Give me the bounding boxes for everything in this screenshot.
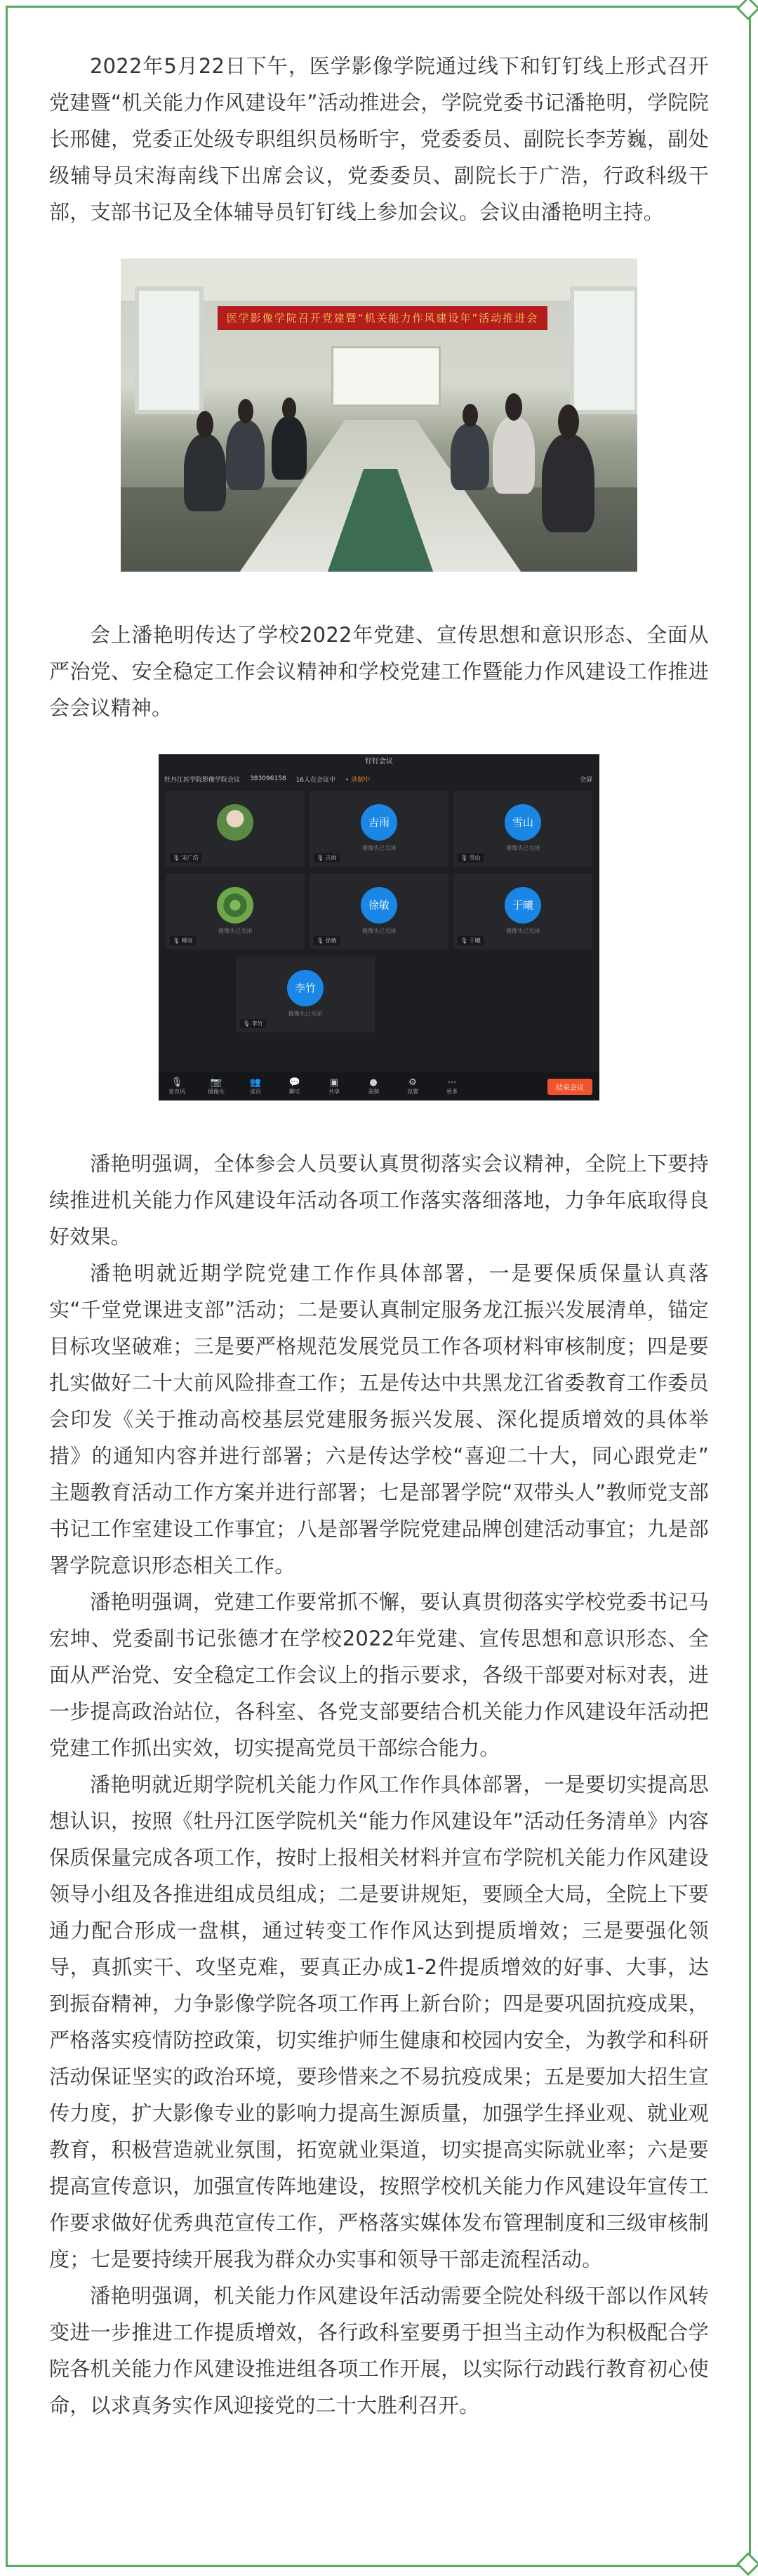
meeting-control <box>321 1077 347 1096</box>
participant-tile <box>236 957 375 1032</box>
meeting-control <box>439 1077 465 1096</box>
meeting-control <box>164 1077 190 1096</box>
article-body <box>49 48 709 2424</box>
paragraph-style-deployment: 潘艳明就近期学院机关能力作风工作作具体部署，一是要切实提高思想认识，按照《牡丹江医学院机关“能力作风建设年”活动任务清单》内容保质保量完成各项工作，按时上报相关材料并宣布学院机关能力作风建设领导小组及各推进组成员组成；二是要讲规矩，要顾全大局，全院上下要通力配合形成一盘棋，通过转变工作作风达到提质增效；三是要强化领导，真抓实干、攻坚克难，要真正办成1-2件提质增效的好事、大事，达到振奋精神，力争影像学院各项工作再上新台阶；四是要巩固抗疫成果，严格落实疫情防控政策，切实维护师生健康和校园内安全，为教学和科研活动保证坚实的政治环境，要珍惜来之不易抗疫成果；五是要加大招生宣传力度，扩大影像专业的影响力提高生源质量，加强学生择业观、就业观教育，积极营造就业氛围，拓宽就业渠道，切实提高实际就业率；六是要提高宣传意识，加强宣传阵地建设，按照学校机关能力作风建设年宣传工作要求做好优秀典范宣传工作，严格落实媒体发布管理制度和三级审核制度；七是要持续开展我为群众办实事和领导干部走流程活动。 <box>49 1773 709 2271</box>
camera-off-label: 摄像头已关闭 <box>506 844 540 851</box>
control-icon: 👥 <box>249 1077 262 1088</box>
recording-indicator: • 录制中 <box>345 776 371 784</box>
control-icon: 🎙 <box>171 1077 183 1088</box>
camera-off-label: 摄像头已关闭 <box>218 927 252 934</box>
meeting-id: 383096158 <box>250 775 286 782</box>
participant-name: 🎙 宋广浩 <box>170 853 201 862</box>
paragraph-emphasis-1: 潘艳明强调，全体参会人员要认真贯彻落实会议精神，全院上下要持续推进机关能力作风建设年活动各项工作落实落细落地，力争年底取得良好效果。 <box>49 1152 709 1249</box>
control-icon: ▣ <box>329 1077 339 1088</box>
participant-name: 🎙 李竹 <box>240 1019 266 1028</box>
camera-off-label: 摄像头已关闭 <box>362 927 396 934</box>
control-label: 摄像头 <box>208 1089 225 1095</box>
participant-name: 🎙 徐敏 <box>314 936 340 945</box>
participant-grid <box>159 791 599 1063</box>
control-label: 麦克风 <box>168 1089 185 1095</box>
paragraph-conclusion: 潘艳明强调，机关能力作风建设年活动需要全院处科级干部以作风转变进一步推进工作提质增效，各行政科室要勇于担当主动作为积极配合学院各机关能力作风建设推进组各项工作开展，以实际行动践行教育初心使命，以求真务实作风迎接党的二十大胜利召开。 <box>49 2284 709 2417</box>
meeting-control <box>400 1077 425 1096</box>
participant-name: 🎙 吉雨 <box>314 853 340 862</box>
meeting-control <box>282 1077 307 1096</box>
participant-avatar: 徐敏 <box>361 887 397 924</box>
participant-tile <box>453 874 592 949</box>
participant-tile <box>453 791 592 867</box>
control-label: 聊天 <box>289 1089 300 1095</box>
fullscreen-button: 全屏 <box>579 776 592 784</box>
photo-banner: 医学影像学院召开党建暨“机关能力作风建设年”活动推进会 <box>218 306 547 330</box>
participants-count: 16人在会议中 <box>295 776 336 784</box>
camera-off-label: 摄像头已关闭 <box>506 927 540 934</box>
meeting-room-photo <box>121 258 637 572</box>
paragraph-transmission: 会上潘艳明传达了学校2022年党建、宣传思想和意识形态、全面从严治党、安全稳定工作会议精神和学校党建工作暨能力作风建设工作推进会会议精神。 <box>49 623 709 720</box>
control-label: 更多 <box>446 1089 458 1095</box>
meeting-control <box>243 1077 268 1096</box>
video-meeting-infobar <box>159 771 599 787</box>
participant-tile <box>166 791 305 867</box>
paragraph-emphasis-2: 潘艳明强调，党建工作要常抓不懈，要认真贯彻落实学校党委书记马宏坤、党委副书记张德才在学校2022年党建、宣传思想和意识形态、全面从严治党、安全稳定工作会议上的指示要求，各级干部要对标对表，进一步提高政治站位，各科室、各党支部要结合机关能力作风建设年活动把党建工作抓出实效，切实提高党员干部综合能力。 <box>49 1590 709 1760</box>
paragraph-intro: 2022年5月22日下午，医学影像学院通过线下和钉钉线上形式召开党建暨“机关能力作风建设年”活动推进会，学院党委书记潘艳明，学院院长邢健，党委正处级专职组织员杨昕宇，党委委员、副院长李芳巍，副处级辅导员宋海南线下出席会议，党委委员、副院长于广浩，行政科级干部，支部书记及全体辅导员钉钉线上参加会议。会议由潘艳明主持。 <box>49 54 709 224</box>
control-icon: ● <box>369 1077 378 1088</box>
participant-name: 🎙 雪山 <box>458 853 484 862</box>
participant-avatar: 于曦 <box>505 887 541 924</box>
frame-corner-ornament <box>736 0 758 20</box>
video-meeting-title: 钉钉会议 <box>365 758 393 765</box>
paragraph-party-deployment: 潘艳明就近期学院党建工作作具体部署，一是要保质保量认真落实“千堂党课进支部”活动；二是要认真制定服务龙江振兴发展清单，锚定目标攻坚破难；三是要严格规范发展党员工作各项材料审核制度；四是要扎实做好二十大前风险排查工作；五是传达中共黑龙江省委教育工作委员会印发《关于推动高校基层党建服务振兴发展、深化提质增效的具体举措》的通知内容并进行部署；六是传达学校“喜迎二十大，同心跟党走” 主题教育活动工作方案并进行部署；七是部署学院“双带头人”教师党支部书记工作室建设工作事宜；八是部署学院党建品牌创建活动事宜；九是部署学院意识形态相关工作。 <box>49 1261 709 1577</box>
participant-avatar: 吉雨 <box>361 804 397 841</box>
end-meeting-button: 结束会议 <box>547 1079 592 1095</box>
participant-avatar <box>217 804 253 841</box>
meeting-control <box>204 1077 229 1096</box>
camera-off-label: 摄像头已关闭 <box>288 1010 322 1017</box>
control-label: 成员 <box>250 1089 261 1095</box>
control-icon: 💬 <box>288 1077 301 1088</box>
control-label: 录制 <box>368 1089 379 1095</box>
meeting-controls <box>159 1072 599 1100</box>
participant-tile <box>310 874 448 949</box>
participant-name: 🎙 柳亮 <box>170 936 196 945</box>
meeting-control <box>361 1077 386 1096</box>
control-icon: ⚙ <box>408 1077 417 1088</box>
participant-tile <box>166 874 305 949</box>
participant-name: 🎙 于曦 <box>458 936 484 945</box>
meeting-name: 牡丹江医学院影像学院会议 <box>164 776 241 784</box>
video-meeting-screenshot <box>159 754 599 1100</box>
participant-avatar: 李竹 <box>287 970 324 1006</box>
control-icon: ⋯ <box>447 1077 457 1088</box>
control-label: 设置 <box>407 1089 418 1095</box>
control-label: 共享 <box>328 1089 340 1095</box>
participant-avatar <box>217 887 253 924</box>
control-icon: 📷 <box>210 1077 222 1088</box>
participant-tile <box>310 791 448 867</box>
camera-off-label: 摄像头已关闭 <box>362 844 396 851</box>
participant-avatar: 雪山 <box>505 804 541 841</box>
